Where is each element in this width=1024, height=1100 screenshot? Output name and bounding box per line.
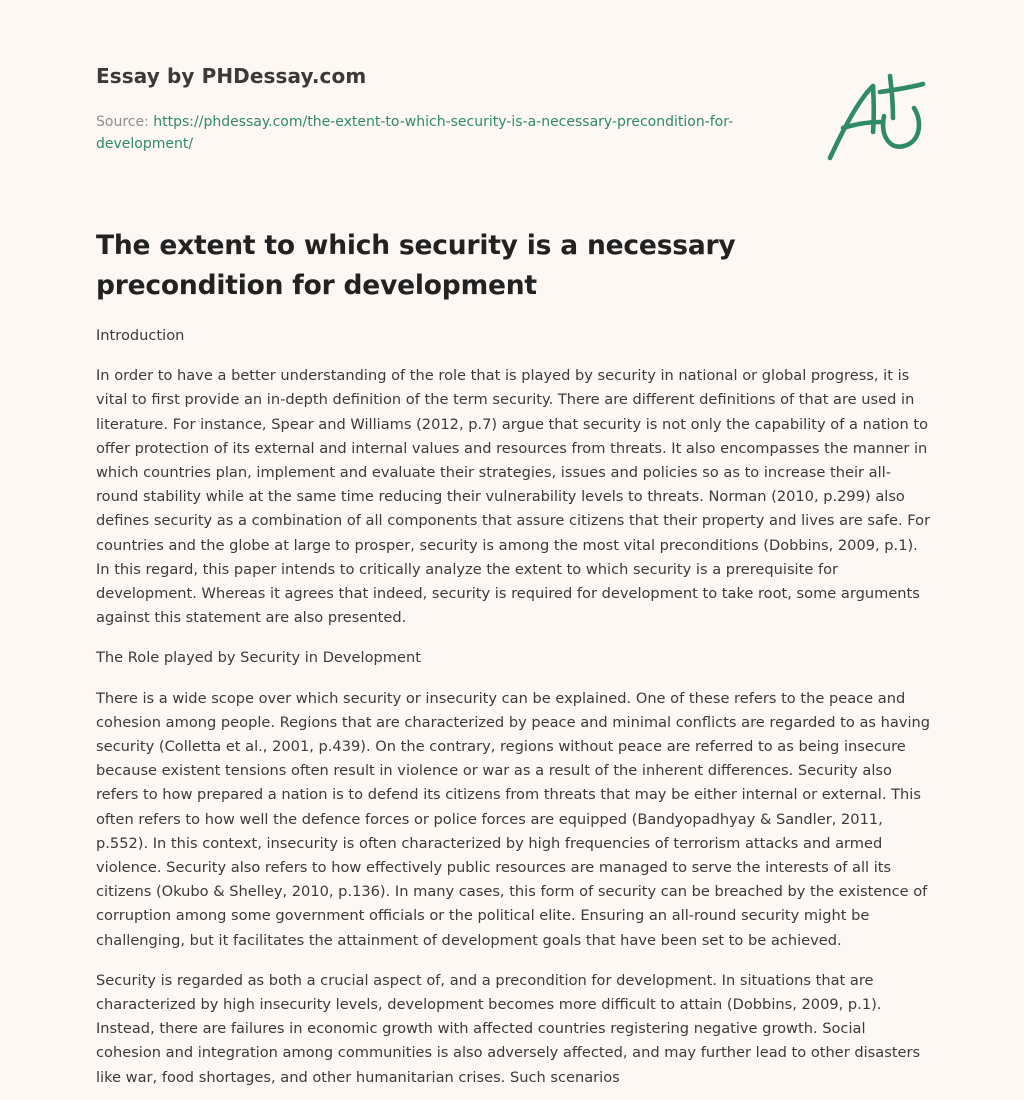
paragraph: Security is regarded as both a crucial aspect of, and a precondition for development. In situations that are characterized by high insecurity levels, development becomes more difficult to attain (Dobbins, 2009, p.1). Instead, there are failures in economic growth with affected countries registering negative growth. Social cohesion and integration among communities is also adversely affected, and may further lead to other disasters like war, food shortages, and other humanitarian crises. Such scenarios [96, 971, 921, 1086]
source-label: Source: [96, 114, 154, 130]
article-body [96, 324, 932, 1100]
paragraph: There is a wide scope over which security or insecurity can be explained. One of these refers to the peace and cohesion among people. Regions that are characterized by peace and minimal conflicts are regarded to as having security (Colletta et al., 2001, p.439). On the contrary, regions without peace are referred to as being insecure because existent tensions often result in violence or war as a result of the inherent differences. Security also refers to how prepared a nation is to defend its citizens from threats that may be either internal or external. This often refers to how well the defence forces or police forces are equipped (Bandyopadhyay & Sandler, 2011, p.552). In this context, insecurity is often characterized by high frequencies of terrorism attacks and armed violence. Security also refers to how effectively public resources are managed to serve the interests of all its citizens (Okubo & Shelley, 2010, p.136). In many cases, this form of security can be breached by the existence of corruption among some government officials or the political elite. Ensuring an all-round security might be challenging, but it facilitates the attainment of development goals that have been set to be achieved. [96, 689, 931, 949]
section-heading-introduction: Introduction [96, 327, 185, 344]
source-link[interactable]: https://phdessay.com/the-extent-to-which-security-is-a-necessary-precondition-for-development/ [96, 114, 734, 152]
paragraph: In order to have a better understanding of the role that is played by security in national or global progress, it is vital to first provide an in-depth definition of the term security. There are different definitions of that are used in literature. For instance, Spear and Williams (2012, p.7) argue that security is not only the capability of a nation to offer protection of its external and internal values and resources from threats. It also encompasses the manner in which countries plan, implement and evaluate their strategies, issues and policies so as to increase their all-round stability while at the same time reducing their vulnerability levels to threats. Norman (2010, p.299) also defines security as a combination of all components that assure citizens that their property and lives are safe. For countries and the globe at large to prosper, security is among the most vital preconditions (Dobbins, 2009, p.1). In this regard, this paper intends to critically analyze the extent to which security is a prerequisite for development. Whereas it agrees that indeed, security is required for development to take root, some arguments against this statement are also presented. [96, 367, 931, 627]
article-title: The extent to which security is a necessary precondition for development [96, 230, 736, 301]
a-plus-logo [822, 70, 932, 166]
site-brand: Essay by PHDessay.com [96, 64, 367, 88]
source-line [96, 111, 776, 155]
section-heading-role-of-security: The Role played by Security in Development [96, 649, 421, 667]
